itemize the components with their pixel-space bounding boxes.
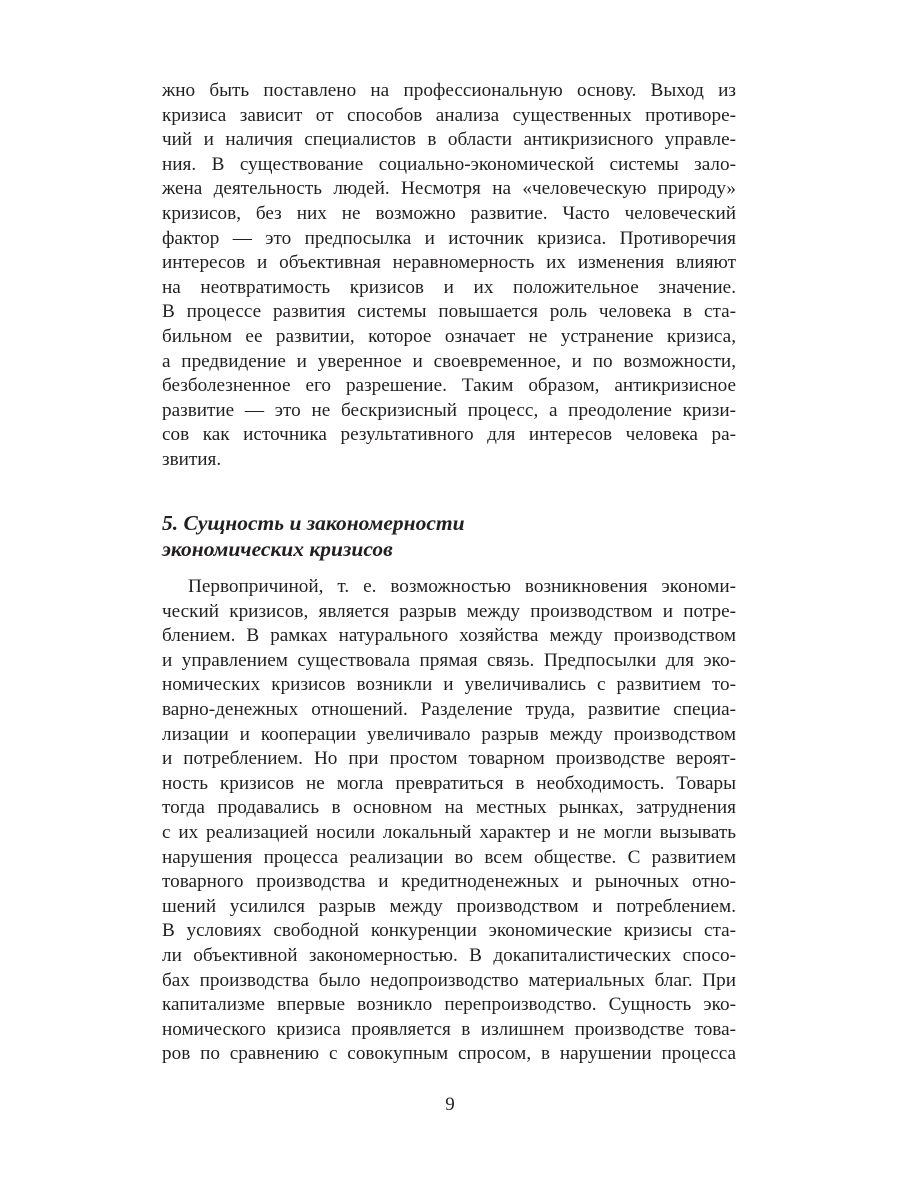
text-line: Первопричиной, т. е. возможностью возникновения экономи- xyxy=(188,576,736,597)
paragraph-main xyxy=(162,575,736,1067)
text-line: нарушения процесса реализации во всем обществе. С развитием xyxy=(162,846,736,868)
text-line: безболезненное его разрешение. Таким образом, антикризисное xyxy=(162,375,736,397)
text-line: товарного производства и кредитноденежных и рыночных отно- xyxy=(162,871,736,893)
text-line: жно быть поставлено на профессиональную основу. Выход из xyxy=(162,80,736,101)
text-line: развитие — это не бескризисный процесс, а преодоление кризи- xyxy=(162,399,736,421)
text-line: и управлением существовала прямая связь. Предпосылки для эко- xyxy=(162,649,736,671)
text-line: бильном ее развитии, которое означает не устранение кризиса, xyxy=(162,325,736,347)
text-line: ров по сравнению с совокупным спросом, в нарушении процесса xyxy=(162,1043,736,1065)
text-line: капитализме впервые возникло перепроизводство. Сущность эко- xyxy=(162,994,736,1016)
section-heading-line: 5. Сущность и закономерности xyxy=(162,511,465,535)
text-line: ность кризисов не могла превратиться в необходимость. Товары xyxy=(162,772,736,794)
text-line: интересов и объективная неравномерность их изменения влияют xyxy=(162,252,736,274)
text-line: ли объективной закономерностью. В докапиталистических спосо- xyxy=(162,944,736,966)
text-line: кризисов, без них не возможно развитие. Часто человеческий xyxy=(162,202,736,224)
text-line: сов как источника результативного для интересов человека ра- xyxy=(162,424,736,446)
text-line: звития. xyxy=(162,448,222,470)
text-line: с их реализацией носили локальный характер и не могли вызывать xyxy=(162,821,736,843)
text-line: блением. В рамках натурального хозяйства между производством xyxy=(162,625,736,647)
page-number: 9 xyxy=(445,1094,455,1115)
text-line: варно-денежных отношений. Разделение труда, развитие специа- xyxy=(162,698,736,720)
section-heading xyxy=(162,510,736,562)
text-line: кризиса зависит от способов анализа существенных противоре- xyxy=(162,104,736,126)
text-line: чий и наличия специалистов в области антикризисного управле- xyxy=(162,129,736,151)
text-line: В условиях свободной конкуренции экономические кризисы ста- xyxy=(162,920,736,942)
text-line: фактор — это предпосылка и источник кризиса. Противоречия xyxy=(162,227,736,249)
text-line: ния. В существование социально-экономической системы зало- xyxy=(162,153,736,175)
text-line: жена деятельность людей. Несмотря на «человеческую природу» xyxy=(162,178,736,200)
text-line: номического кризиса проявляется в излишнем производстве това- xyxy=(162,1018,736,1040)
text-line: шений усилился разрыв между производством и потреблением. xyxy=(162,895,736,917)
text-line: лизации и кооперации увеличивало разрыв между производством xyxy=(162,723,736,745)
text-line: ческий кризисов, является разрыв между производством и потре- xyxy=(162,600,736,622)
section-heading-line: экономических кризисов xyxy=(162,537,393,561)
text-line: а предвидение и уверенное и своевременное, и по возможности, xyxy=(162,350,736,372)
text-line: на неотвратимость кризисов и их положительное значение. xyxy=(162,276,736,298)
text-line: номических кризисов возникли и увеличивались с развитием то- xyxy=(162,674,736,696)
text-line: и потреблением. Но при простом товарном производстве вероят- xyxy=(162,748,736,770)
text-line: В процессе развития системы повышается роль человека в ста- xyxy=(162,301,736,323)
text-line: тогда продавались в основном на местных рынках, затруднения xyxy=(162,797,736,819)
paragraph-top xyxy=(162,79,736,473)
text-line: бах производства было недопроизводство материальных благ. При xyxy=(162,969,736,991)
